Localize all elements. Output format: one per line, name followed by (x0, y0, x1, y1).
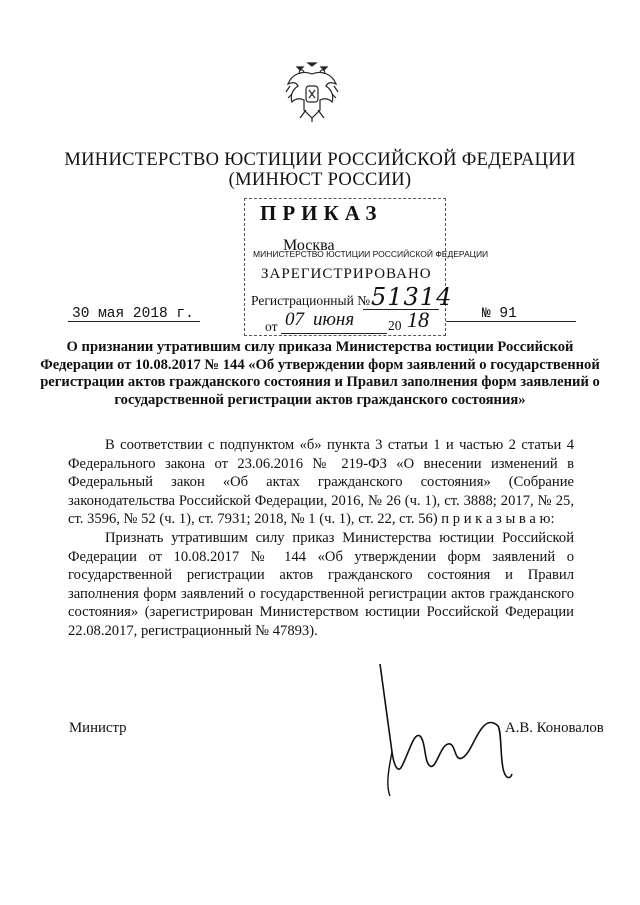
signatory-name: А.В. Коновалов (505, 720, 604, 736)
reg-date-month: июня (313, 309, 355, 330)
stamp-organization: МИНИСТЕРСТВО ЮСТИЦИИ РОССИЙСКОЙ ФЕДЕРАЦИИ (253, 249, 489, 259)
order-date-underline (68, 321, 200, 322)
city: Москва (283, 237, 335, 254)
paragraph-legal-basis: В соответствии с подпунктом «б» пункта 3 статьи 1 и частью 2 статьи 4 Федерального закона от 23.06.2016 № 219-ФЗ «О внесении изменений в Федеральный закон «Об актах гражданского состояния» (Собрание законодательства Российской Федерации, 2016, № 26 (ч. 1), ст. 3888; 2017, № 25, ст. 3596, № 52 (ч. 1), ст. 7931; 2018, № 1 (ч. 1), ст. 22, ст. 56) п р и к а з ы в а ю: (68, 437, 574, 528)
coat-of-arms-emblem (282, 60, 342, 124)
reg-date-year-prefix: 20 (388, 318, 402, 333)
order-number: № 91 (482, 306, 517, 322)
reg-date-underline (281, 333, 387, 334)
reg-date-day: 07 (285, 309, 304, 330)
document-type: ПРИКАЗ (260, 201, 383, 225)
order-number-underline (446, 321, 576, 322)
paragraph-order: Признать утратившим силу приказ Министерства юстиции Российской Федерации от 10.08.2017 № 144 «Об утверждении форм заявлений о государственной регистрации актов гражданского состояния и Правил заполнения форм заявлений о государственной регистрации актов гражданского состояния» (зарегистрирован Министерством юстиции Российской Федерации 22.08.2017, регистрационный № 47893). (68, 529, 574, 639)
ministry-short-name: (МИНЮСТ РОССИИ) (228, 170, 412, 190)
ministry-name: МИНИСТЕРСТВО ЮСТИЦИИ РОССИЙСКОЙ ФЕДЕРАЦИИ (64, 150, 576, 170)
reg-date-year-suffix: 18 (407, 307, 429, 332)
registration-stamp (244, 198, 489, 336)
order-date: 30 мая 2018 г. (72, 306, 194, 322)
reg-date-prefix: от (265, 319, 278, 334)
handwritten-signature (370, 662, 540, 802)
reg-number-label: Регистрационный № (251, 293, 371, 308)
signatory-position: Министр (69, 720, 127, 736)
document-title: О признании утратившим силу приказа Министерства юстиции Российской Федерации от 10.08.2017 № 144 «Об утверждении форм заявлений о государственной регистрации актов гражданского состояния и Правил заполнения форм заявлений о государственной регистрации актов гражданского состояния» (40, 339, 600, 408)
stamp-title: ЗАРЕГИСТРИРОВАНО (261, 266, 432, 282)
document-body (68, 436, 574, 641)
reg-number: 51314 (371, 283, 453, 311)
